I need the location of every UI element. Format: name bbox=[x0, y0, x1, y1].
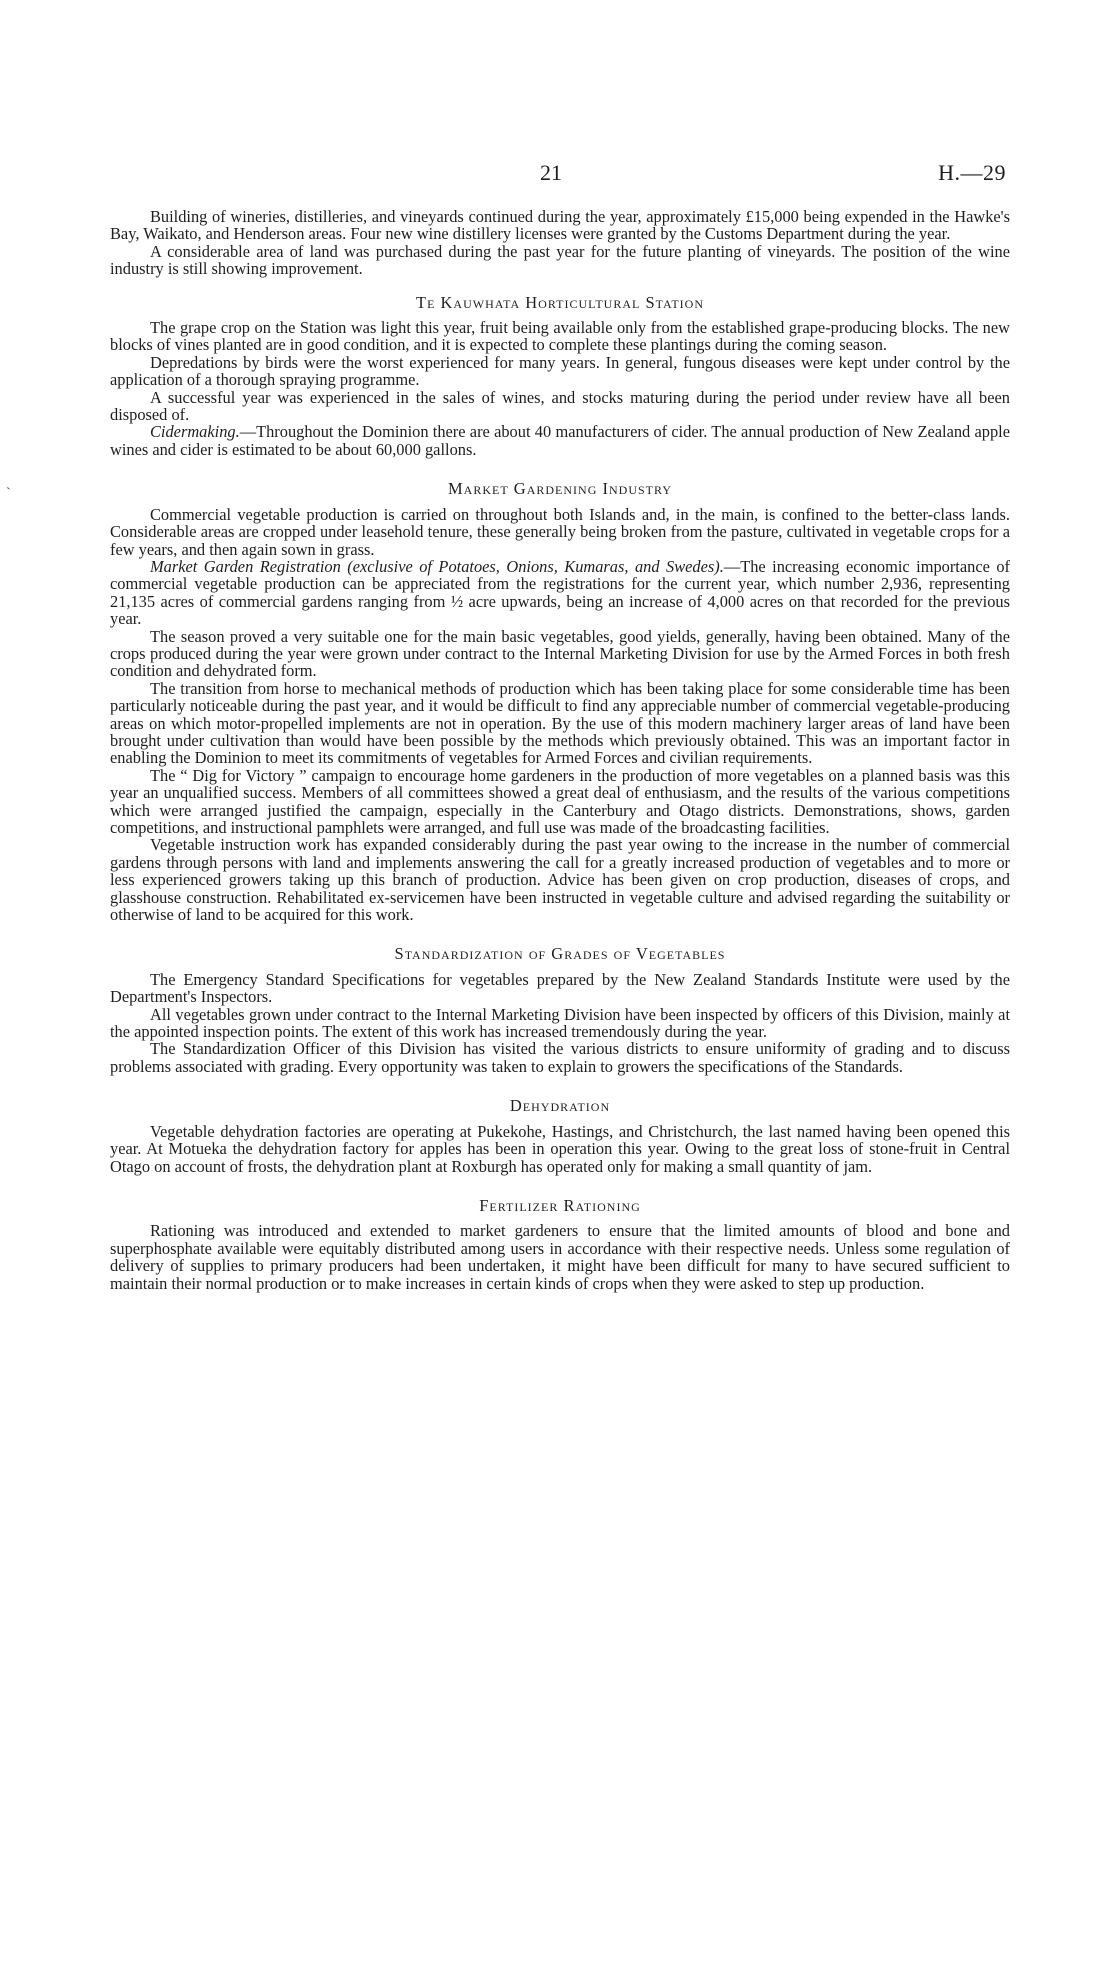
document-reference: H.—29 bbox=[938, 160, 1006, 185]
paragraph: A successful year was experienced in the sales of wines, and stocks maturing during the period under review have all been disposed of. bbox=[110, 387, 1010, 425]
section-heading-te-kauwhata: Te Kauwhata Horticultural Station bbox=[415, 292, 705, 312]
margin-mark: ` bbox=[6, 486, 11, 501]
paragraph: All vegetables grown under contract to the Internal Marketing Division have been inspected by officers of this Division, mainly at the appointed inspection points. The extent of this work has increased tremendously during the year. bbox=[110, 1004, 1010, 1042]
paragraph: Rationing was introduced and extended to market gardeners to ensure that the limited amounts of blood and bone and superphosphate available were equitably distributed among users in accordance with their respective needs. Unless some regulation of delivery of supplies to primary producers had been undertaken, it might have been difficult for many to have secured sufficient to maintain their normal production or to make increases in certain kinds of crops when they were asked to step up production. bbox=[110, 1221, 1010, 1293]
section-heading-market-gardening: Market Gardening Industry bbox=[448, 479, 672, 499]
paragraph bbox=[110, 558, 1010, 628]
section-heading-dehydration: Dehydration bbox=[509, 1096, 611, 1116]
paragraph: The Emergency Standard Specifications for vegetables prepared by the New Zealand Standards Institute were used by the Department's Inspectors. bbox=[110, 969, 1010, 1007]
page-header bbox=[0, 160, 1114, 190]
section-heading-standardization: Standardization of Grades of Vegetables bbox=[394, 944, 726, 964]
paragraph-lead: Cidermaking. bbox=[150, 422, 240, 442]
paragraph: The transition from horse to mechanical methods of production which has been taking place for some considerable time has been particularly noticeable during the past year, and it would be difficult to find any appreciable number of commercial vegetable-producing areas on which motor-propelled implements are not in operation. By the use of this modern machinery larger areas of land have been brought under cultivation than would have been possible by the methods which previously obtained. This was an important factor in enabling the Dominion to meet its commitments of vegetables for Armed Forces and civilian requirements. bbox=[110, 678, 1010, 768]
paragraph: Building of wineries, distilleries, and vineyards continued during the year, approximately £15,000 being expended in the Hawke's Bay, Waikato, and Henderson areas. Four new wine distillery licenses were granted by the Customs Department during the year. bbox=[110, 207, 1010, 244]
paragraph: The “ Dig for Victory ” campaign to encourage home gardeners in the production of more vegetables on a planned basis was this year an unqualified success. Members of all committees showed a great deal of enthusiasm, and the results of the various competitions which were arranged justified the campaign, especially in the Canterbury and Otago districts. Demonstrations, shows, garden competitions, and instructional pamphlets were arranged, and full use was made of the broadcasting facilities. bbox=[110, 765, 1010, 837]
paragraph-text: —Throughout the Dominion there are about 40 manufacturers of cider. The annual production of New Zealand apple wines and cider is estimated to be about 60,000 gallons. bbox=[110, 422, 1010, 459]
paragraph: Vegetable instruction work has expanded considerably during the past year owing to the increase in the number of commercial gardens through persons with land and implements answering the call for a greatly increased production of vegetables and to more or less experienced growers taking up this branch of production. Advice has been given on crop production, diseases of crops, and glasshouse construction. Rehabilitated ex-servicemen have been instructed in vegetable culture and advised regarding the suitability or otherwise of land to be acquired for this work. bbox=[110, 835, 1010, 925]
paragraph bbox=[110, 423, 1010, 458]
paragraph: The season proved a very suitable one for the main basic vegetables, good yields, generally, having been obtained. Many of the crops produced during the year were grown under contract to the Internal Marketing Division for use by the Armed Forces in both fresh condition and dehydrated form. bbox=[110, 626, 1010, 681]
paragraph: Depredations by birds were the worst experienced for many years. In general, fungous diseases were kept under control by the application of a thorough spraying programme. bbox=[110, 352, 1010, 390]
page-number: 21 bbox=[540, 160, 562, 185]
paragraph-lead: Market Garden Registration (exclusive of Potatoes, Onions, Kumaras, and Swedes). bbox=[150, 556, 724, 576]
section-heading-fertilizer: Fertilizer Rationing bbox=[479, 1195, 641, 1215]
paragraph: Commercial vegetable production is carried on throughout both Islands and, in the main, is confined to the better-class lands. Considerable areas are cropped under leasehold tenure, these generally being broken from the pasture, cultivated in vegetable crops for a few years, and then again sown in grass. bbox=[110, 504, 1010, 559]
paragraph: Vegetable dehydration factories are operating at Pukekohe, Hastings, and Christchurch, the last named having been opened this year. At Motueka the dehydration factory for apples has been in operation this year. Owing to the great loss of stone-fruit in Central Otago on account of frosts, the dehydration plant at Roxburgh has operated only for making a small quantity of jam. bbox=[110, 1121, 1010, 1176]
paragraph: The Standardization Officer of this Division has visited the various districts to ensure uniformity of grading and to discuss problems associated with grading. Every opportunity was taken to explain to growers the specifications of the Standards. bbox=[110, 1039, 1010, 1076]
paragraph: The grape crop on the Station was light this year, fruit being available only from the established grape-producing blocks. The new blocks of vines planted are in good condition, and it is expected to complete these plantings during the coming season. bbox=[110, 318, 1010, 355]
paragraph-text: —The increasing economic importance of commercial vegetable production can be appreciated from the registrations for the current year, which number 2,936, representing 21,135 acres of commercial gardens ranging from ½ acre upwards, being an increase of 4,000 acres on that recorded for the previous year. bbox=[110, 556, 1010, 629]
paragraph: A considerable area of land was purchased during the past year for the future planting of vineyards. The position of the wine industry is still showing improvement. bbox=[110, 241, 1010, 279]
body-text bbox=[110, 208, 1010, 1292]
